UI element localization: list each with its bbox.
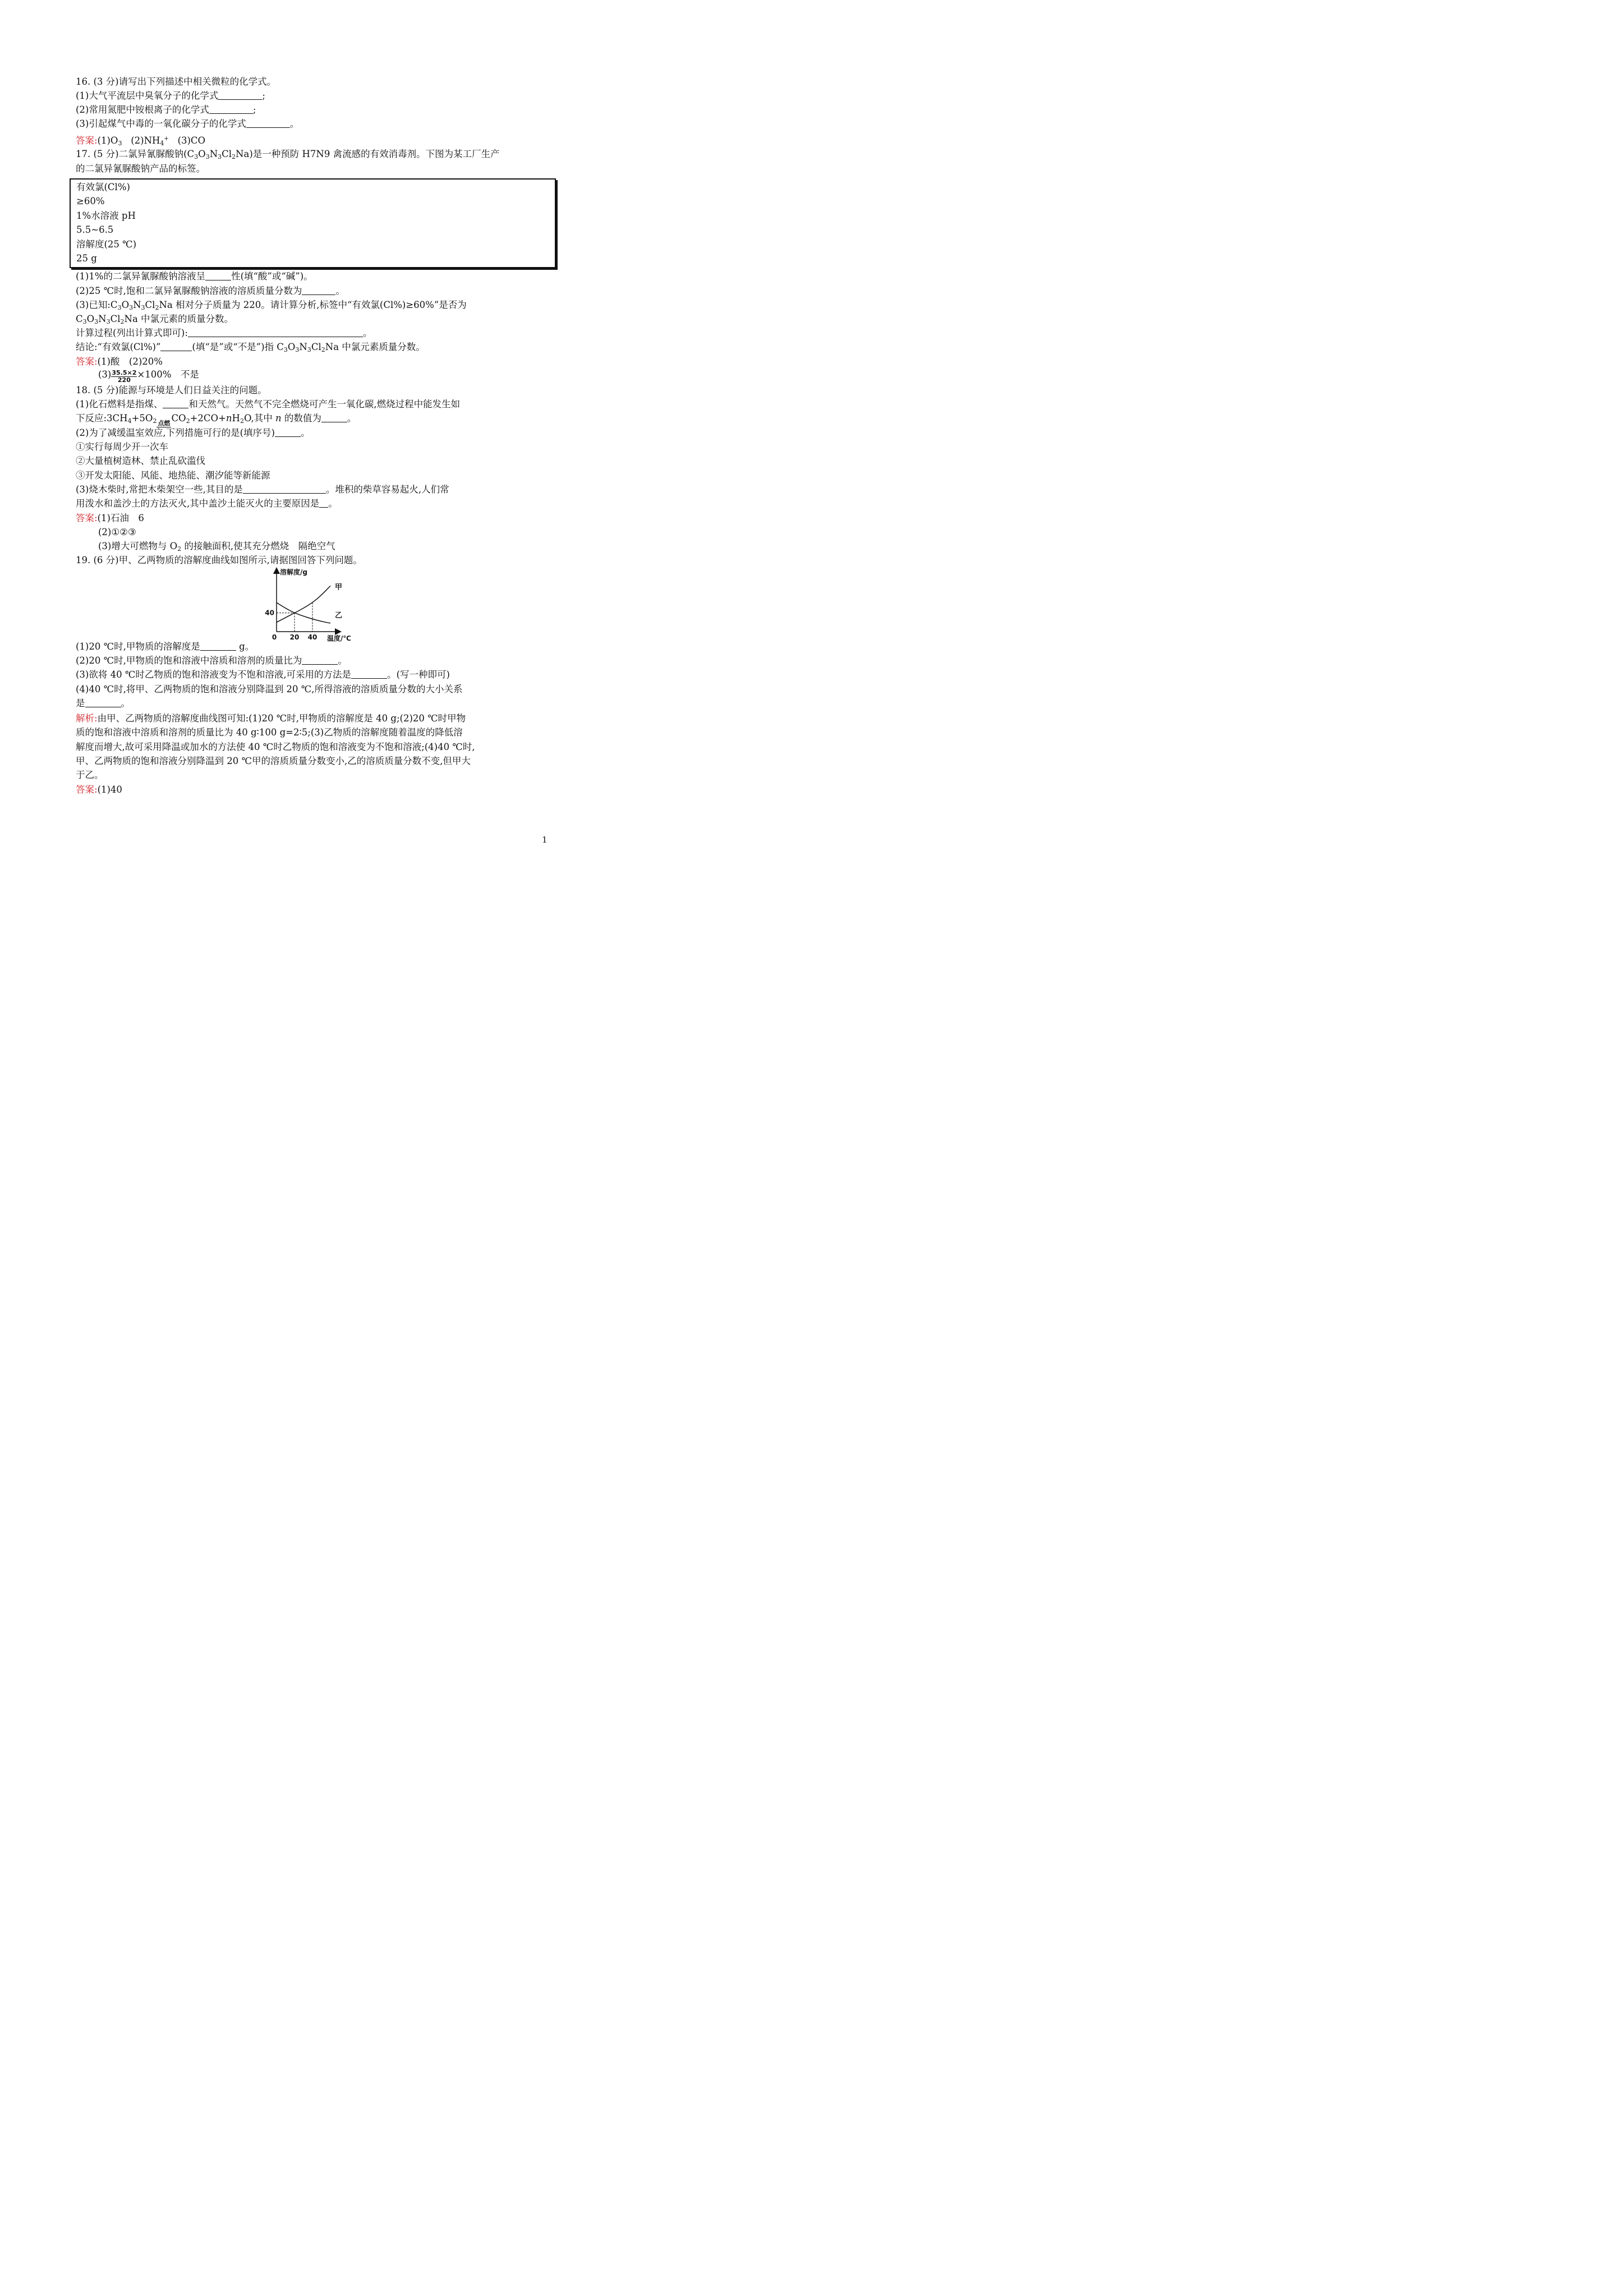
q18-option1: ①实行每周少开一次车 <box>76 441 168 452</box>
q18-answer: 答案:(1)石油 6 <box>76 513 144 523</box>
q18-part2: (2)为了减缓温室效应,下列措施可行的是(填序号) 。 <box>76 427 310 438</box>
q18-part3: (3)烧木柴时,常把木柴架空一些,其目的是 。堆积的柴草容易起火,人们常 <box>76 484 449 495</box>
x-tick-label: 20 <box>289 633 300 641</box>
q19-part4-line2: 是 。 <box>76 698 130 708</box>
q16-part1: (1)大气平流层中臭氧分子的化学式 ; <box>76 90 265 101</box>
label-line: ≥60% <box>76 196 105 206</box>
q19-answer: 答案:(1)40 <box>76 784 122 795</box>
series-label: 乙 <box>335 611 343 620</box>
q19-explanation-line: 质的饱和溶液中溶质和溶剂的质量比为 40 g∶100 g=2∶5;(3)乙物质的溶解度随着温度的降低溶 <box>76 727 463 738</box>
q19-explanation: 解析:由甲、乙两物质的溶解度曲线图可知:(1)20 ℃时,甲物质的溶解度是 40 g;(2)20 ℃时甲物 <box>76 713 466 724</box>
q18-part3-line2: 用泼水和盖沙土的方法灭火,其中盖沙土能灭火的主要原因是 。 <box>76 498 338 509</box>
q18-answer-part3: (3)增大可燃物与 $O_2$ 的接触面积,使其充分燃烧 隔绝空气 <box>98 541 335 553</box>
q16-answer: 答案$:(1)O_3$ $(2)NH_4^+$ (3)CO <box>76 135 206 147</box>
q17-part3: (3)已知$:C_3O_3N_3Cl_2Na$ 相对分子质量为 220。请计算分析,标签中“有效氯(Cl%)≥60%”是否为 <box>76 300 467 311</box>
fraction: $\frac{35.5\times 2}{220}$ <box>112 369 137 384</box>
q18-option3: ③开发太阳能、风能、地热能、潮汐能等新能源 <box>76 470 270 481</box>
y-axis-label: 溶解度/g <box>280 568 307 576</box>
q19-heading: 19. (6 分)甲、乙两物质的溶解度曲线如图所示,请据图回答下列问题。 <box>76 555 362 565</box>
series-line-2 <box>277 602 330 623</box>
q18-part1: (1)化石燃料是指煤、 和天然气。天然气不完全燃烧可产生一氧化碳,燃烧过程中能发生如 <box>76 399 461 409</box>
q18-option2: ②大量植树造林、禁止乱砍滥伐 <box>76 455 205 466</box>
q17-part3-line2: $C_3O_3N_3Cl_2Na$ 中氯元素的质量分数。 <box>76 314 234 325</box>
q17-part2: (2)25 ℃时,饱和二氯异氰脲酸钠溶液的溶质质量分数为 。 <box>76 286 345 296</box>
label-line: 有效氯(Cl%) <box>76 182 130 192</box>
q19-part1: (1)20 ℃时,甲物质的溶解度是 g。 <box>76 641 255 652</box>
q17-conclusion: 结论:“有效氯(Cl%)” (填“是”或“不是”)指 $C_3O_3N_3Cl_2Na$ 中氯元素质量分数。 <box>76 342 425 353</box>
label-line: 1%水溶液 pH <box>76 210 136 221</box>
q16-part2: (2)常用氮肥中铵根离子的化学式 ; <box>76 104 256 115</box>
label-line: 25 g <box>76 253 97 264</box>
q17-calc: 计算过程(列出计算式即可): 。 <box>76 328 372 338</box>
q19-part2: (2)20 ℃时,甲物质的饱和溶液中溶质和溶剂的质量比为 。 <box>76 655 347 666</box>
origin-label: 0 <box>272 633 277 641</box>
q17-heading-line2: 的二氯异氰脲酸钠产品的标签。 <box>76 163 205 174</box>
document-page <box>0 0 617 872</box>
q17-part1: (1)1%的二氯异氰脲酸钠溶液呈 性(填“酸”或“碱”)。 <box>76 271 313 282</box>
series-line-1 <box>277 586 330 622</box>
series-label: 甲 <box>335 583 343 592</box>
label-line: 5.5~6.5 <box>76 224 114 235</box>
x-tick-label: 40 <box>307 633 318 641</box>
product-label-box <box>70 178 556 268</box>
q16-heading: 16. (3 分)请写出下列描述中相关微粒的化学式。 <box>76 76 277 87</box>
x-axis-label: 温度/℃ <box>327 634 351 642</box>
y-tick-label: 40 <box>265 609 274 617</box>
reaction-condition: 点燃 <box>158 420 171 427</box>
solubility-chart <box>264 565 362 643</box>
q17-answer-part3: (3) $\frac{35.5\times 2}{220}$ ×100% 不是 <box>98 369 199 384</box>
q18-equation: 下反应$:3CH_4+5O_2$ 点燃 $CO_2+2CO+nH_2O$,其中 n 的数值为 。 <box>76 413 357 427</box>
q19-explanation-line: 解度而增大,故可采用降温或加水的方法使 40 ℃时乙物质的饱和溶液变为不饱和溶液;(4)40 ℃时, <box>76 742 475 752</box>
page-number: 1 <box>542 835 548 845</box>
q18-heading: 18. (5 分)能源与环境是人们日益关注的问题。 <box>76 385 267 395</box>
q17-heading: 17. (5 分)二氯异氰脲酸钠$(C_3O_3N_3Cl_2Na)$是一种预防 H7N9 禽流感的有效消毒剂。下图为某工厂生产 <box>76 149 500 160</box>
q19-explanation-line: 于乙。 <box>76 770 104 780</box>
q19-part4: (4)40 ℃时,将甲、乙两物质的饱和溶液分别降温到 20 ℃,所得溶液的溶质质量分数的大小关系 <box>76 684 463 694</box>
q19-part3: (3)欲将 40 ℃时乙物质的饱和溶液变为不饱和溶液,可采用的方法是 。(写一种即可) <box>76 669 450 680</box>
q17-answer: 答案:(1)酸 (2)20% <box>76 356 163 367</box>
q16-part3: (3)引起煤气中毒的一氧化碳分子的化学式 。 <box>76 118 300 129</box>
q19-explanation-line: 甲、乙两物质的饱和溶液分别降温到 20 ℃甲的溶质质量分数变小,乙的溶质质量分数不变,但甲大 <box>76 756 471 766</box>
label-line: 溶解度(25 ℃) <box>76 239 137 250</box>
q18-answer-part2: (2)①②③ <box>98 527 136 537</box>
